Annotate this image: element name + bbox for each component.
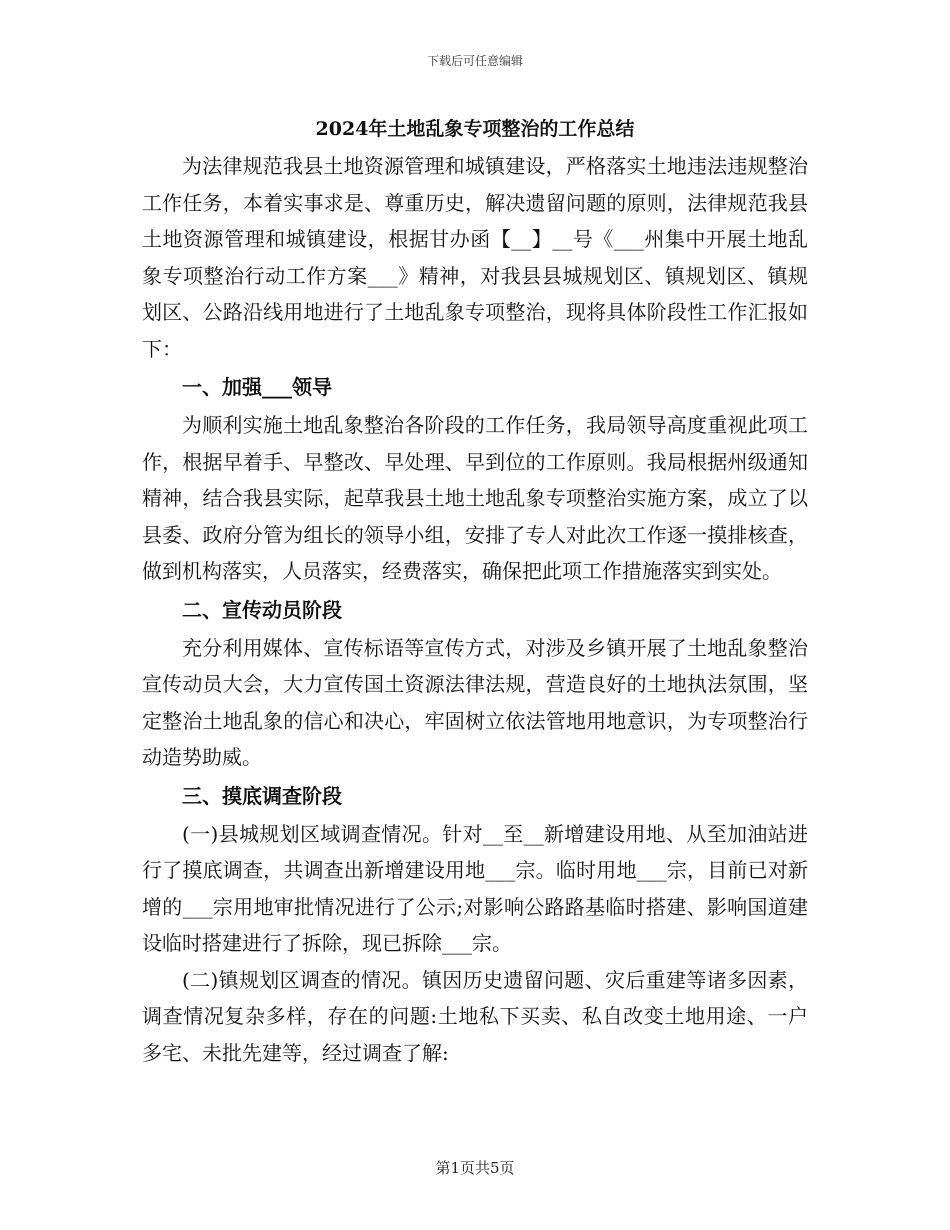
section-paragraph: (一)县城规划区域调查情况。针对__至__新增建设用地、从至加油站进行了摸底调查，共调查出新增建设用地___宗。临时用地___宗，目前已对新增的___宗用地审批情况进行了公示;对影响公路路基临时搭建、影响国道建设临时搭建进行了拆除，现已拆除___宗。	[142, 821, 808, 955]
document-title: 2024年土地乱象专项整治的工作总结	[315, 118, 635, 140]
section-paragraph: 为顺利实施土地乱象整治各阶段的工作任务，我局领导高度重视此项工作，根据早着手、早整改、早处理、早到位的工作原则。我局根据州级通知精神，结合我县实际，起草我县土地土地乱象专项整治实施方案，成立了以县委、政府分管为组长的领导小组，安排了专人对此次工作逐一摸排核查，做到机构落实，人员落实，经费落实，确保把此项工作措施落实到实处。	[142, 413, 808, 583]
section-heading: 二、宣传动员阶段	[182, 597, 342, 622]
intro-paragraph: 为法律规范我县土地资源管理和城镇建设，严格落实土地违法违规整治工作任务，本着实事求是、尊重历史，解决遗留问题的原则，法律规范我县土地资源管理和城镇建设，根据甘办函【__】__号《___州集中开展土地乱象专项整治行动工作方案___》精神，对我县县城规划区、镇规划区、镇规划区、公路沿线用地进行了土地乱象专项整治，现将具体阶段性工作汇报如下：	[142, 154, 808, 361]
section-survey	[142, 776, 808, 1072]
section-leadership	[142, 367, 808, 590]
document-body	[142, 110, 808, 1071]
page-header-note: 下载后可任意编辑	[426, 54, 523, 68]
section-heading: 三、摸底调查阶段	[182, 783, 342, 808]
section-heading: 一、加强___领导	[182, 375, 332, 399]
page-number: 第1页共5页	[435, 1159, 515, 1177]
section-paragraph: (二)镇规划区调查的情况。镇因历史遗留问题、灾后重建等诸多因素，调查情况复杂多样，存在的问题:土地私下买卖、私自改变土地用途、一户多宅、未批先建等，经过调查了解:	[142, 967, 808, 1065]
section-paragraph: 充分利用媒体、宣传标语等宣传方式，对涉及乡镇开展了土地乱象整治宣传动员大会，大力宣传国土资源法律法规，营造良好的土地执法氛围，坚定整治土地乱象的信心和决心，牢固树立依法管地用地意识，为专项整治行动造势助威。	[142, 635, 808, 769]
section-publicity	[142, 590, 808, 776]
